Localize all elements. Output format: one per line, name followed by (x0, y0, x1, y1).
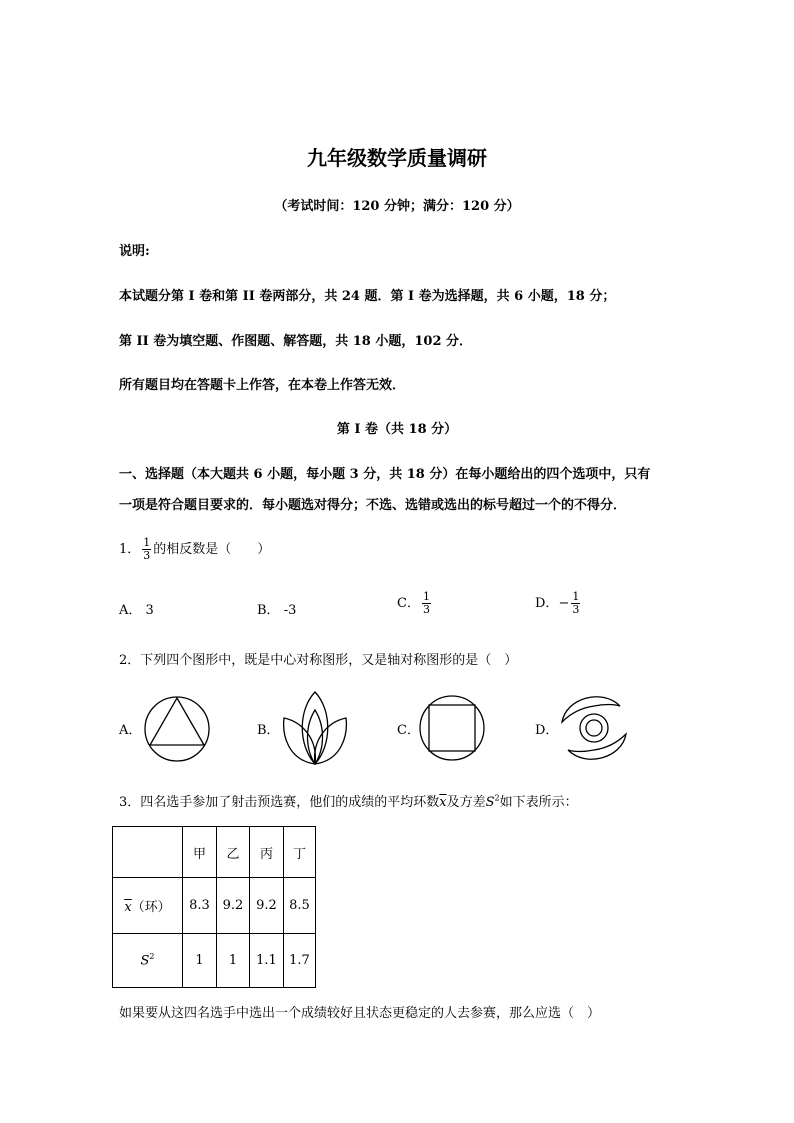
figure-c-circle-square (418, 694, 486, 762)
table-row (113, 878, 316, 934)
table-header-cell: 乙 (217, 827, 250, 878)
table-cell: 8.5 (284, 878, 316, 934)
part1-heading: 第 I 卷（共 18 分） (336, 422, 458, 437)
table-row-label: $S^2$ (113, 934, 183, 988)
question-1-text: 的相反数是（ ） (153, 542, 271, 557)
question-2: 2．下列四个图形中，既是中心对称图形，又是轴对称图形的是（ ） (119, 653, 518, 668)
notes-line-2: 第 II 卷为填空题、作图题、解答题，共 18 小题，102 分． (119, 334, 473, 349)
exam-info: （考试时间：120 分钟；满分：120 分） (274, 199, 520, 214)
notes-line-1: 本试题分第 I 卷和第 II 卷两部分，共 24 题．第 I 卷为选择题，共 6 小题，18 分； (119, 289, 616, 304)
variance-symbol: S (485, 795, 495, 810)
page-title: 九年级数学质量调研 (307, 146, 487, 170)
table-row (113, 934, 316, 988)
section1-intro-line-1: 一、选择题（本大题共 6 小题，每小题 3 分，共 18 分）在每小题给出的四个选项中，只有 (119, 467, 651, 482)
question-2-label-d: D． (535, 723, 559, 738)
table-header-cell (113, 827, 183, 878)
section1-intro-line-2: 一项是符合题目要求的．每小题选对得分；不选、选错或选出的标号超过一个的不得分． (119, 498, 627, 513)
question-1 (119, 537, 270, 562)
question-3-prompt: 如果要从这四名选手中选出一个成绩较好且状态更稳定的人去参赛，那么应选（ ） (119, 1006, 601, 1021)
question-1-fraction: $\frac{1}{3}$ (143, 536, 151, 562)
table-row-label: $\overline{x}$（环） (113, 878, 183, 934)
table-header-row (113, 827, 316, 878)
question-2-label-c: C． (397, 723, 420, 738)
table-header-cell: 丁 (284, 827, 316, 878)
table-header-cell: 甲 (183, 827, 217, 878)
question-1-option-d: D．− $\frac{1}{3}$ (535, 590, 580, 616)
table-header-cell: 丙 (250, 827, 284, 878)
table-cell: 1.7 (284, 934, 316, 988)
figure-b-lotus (278, 690, 352, 766)
table-cell: 1 (183, 934, 217, 988)
figure-d-swirl (558, 692, 630, 764)
question-1-number: 1． (119, 542, 141, 557)
notes-line-3: 所有题目均在答题卡上作答，在本卷上作答无效． (119, 378, 406, 393)
question-2-label-a: A． (119, 723, 142, 738)
table-cell: 9.2 (217, 878, 250, 934)
xbar-symbol: $\overline{x}$ (439, 795, 447, 810)
question-2-label-b: B． (257, 723, 280, 738)
question-1-option-a: A． 3 (119, 603, 154, 618)
question-1-option-c: C． $\frac{1}{3}$ (397, 590, 430, 616)
table-cell: 9.2 (250, 878, 284, 934)
table-cell: 1 (217, 934, 250, 988)
question-1-option-b: B． -3 (257, 603, 297, 618)
notes-heading: 说明: (119, 244, 150, 259)
table-cell: 1.1 (250, 934, 284, 988)
figure-a-circle-triangle (143, 695, 211, 763)
scores-table (112, 826, 316, 988)
question-3: 3．四名选手参加了射击预选赛，他们的成绩的平均环数$\overline{x}$及方差$S^2$如下表所示： (119, 793, 578, 810)
table-cell: 8.3 (183, 878, 217, 934)
